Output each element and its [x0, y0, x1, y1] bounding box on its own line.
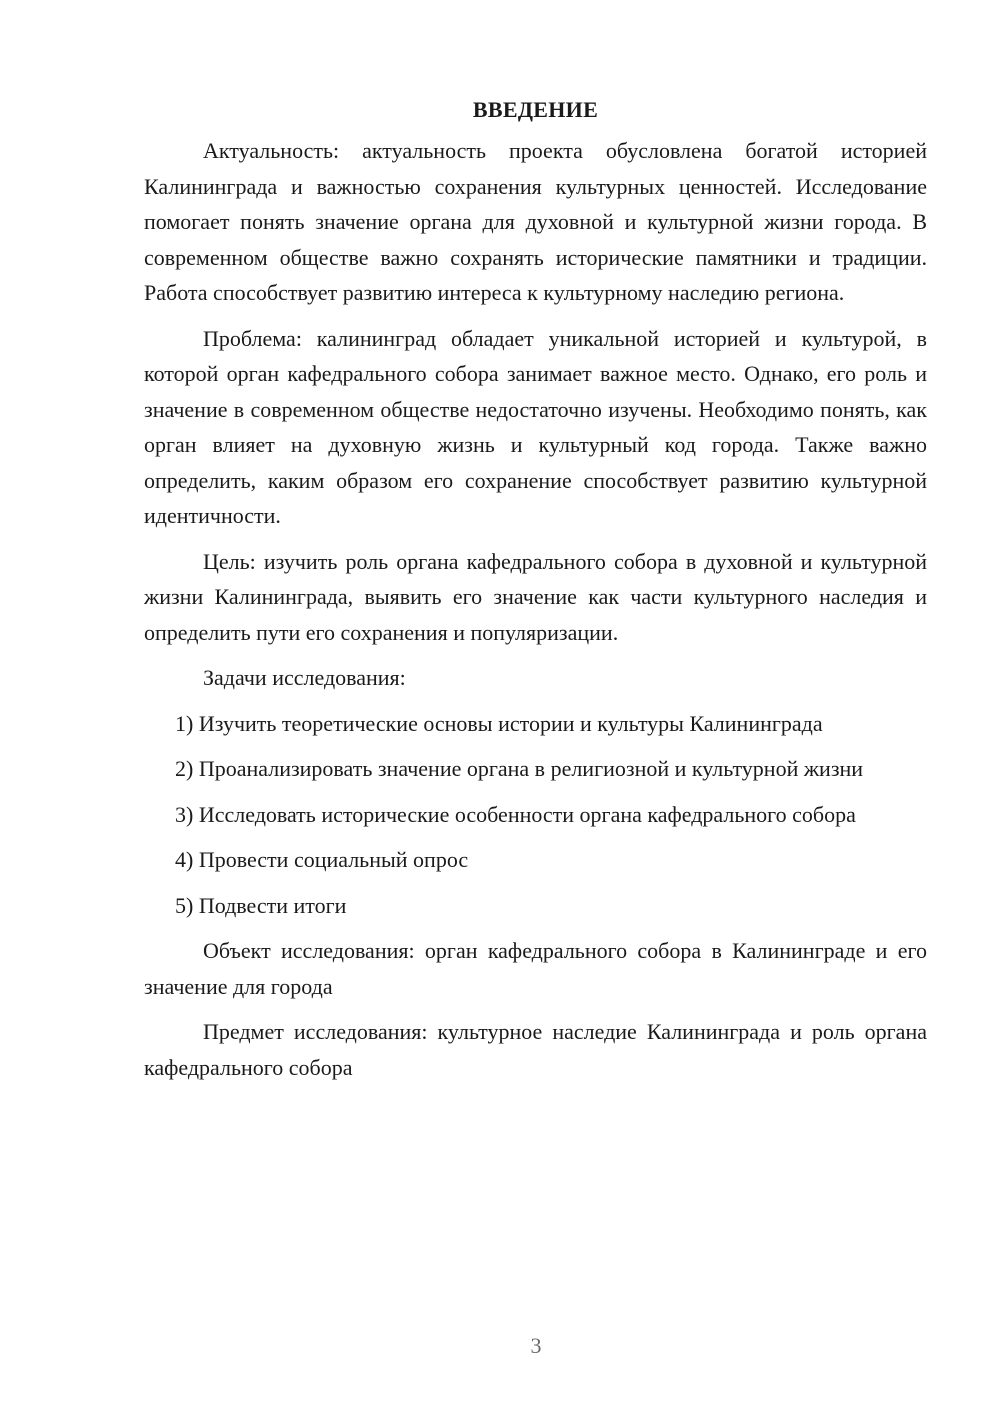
document-page [144, 92, 927, 1095]
section-title: ВВЕДЕНИЕ [472, 97, 599, 122]
paragraph-problem: Проблема: калининград обладает уникальной историей и культурой, в которой орган кафедрального собора занимает важное место. Однако, его роль и значение в современном обществе недостаточно изучены. Необходимо понять, как орган влияет на духовную жизнь и культурный код города. Также важно определить, каким образом его сохранение способствует развитию культурной идентичности. [144, 325, 927, 528]
paragraph-relevance: Актуальность: актуальность проекта обусловлена богатой историей Калининграда и важностью сохранения культурных ценностей. Исследование помогает понять значение органа для духовной и культурной жизни города. В современном обществе важно сохранять исторические памятники и традиции. Работа способствует развитию интереса к культурному наследию региона. [144, 138, 927, 305]
list-item: 3) Исследовать исторические особенности органа кафедрального собора [175, 801, 856, 827]
paragraph-subject: Предмет исследования: культурное наследие Калининграда и роль органа кафедрального собора [144, 1019, 927, 1080]
paragraph-object: Объект исследования: орган кафедрального собора в Калининграде и его значение для города [144, 938, 927, 999]
paragraph-goal: Цель: изучить роль органа кафедрального собора в духовной и культурной жизни Калининграда, выявить его значение как части культурного наследия и определить пути его сохранения и популяризации. [144, 548, 927, 645]
list-item: 1) Изучить теоретические основы истории и культуры Калининграда [175, 710, 823, 736]
list-item: 5) Подвести итоги [175, 892, 347, 918]
list-item: 2) Проанализировать значение органа в религиозной и культурной жизни [175, 756, 864, 781]
tasks-list [144, 706, 927, 924]
page-number: 3 [530, 1333, 542, 1358]
tasks-heading: Задачи исследования: [203, 665, 406, 690]
list-item: 4) Провести социальный опрос [175, 847, 469, 872]
